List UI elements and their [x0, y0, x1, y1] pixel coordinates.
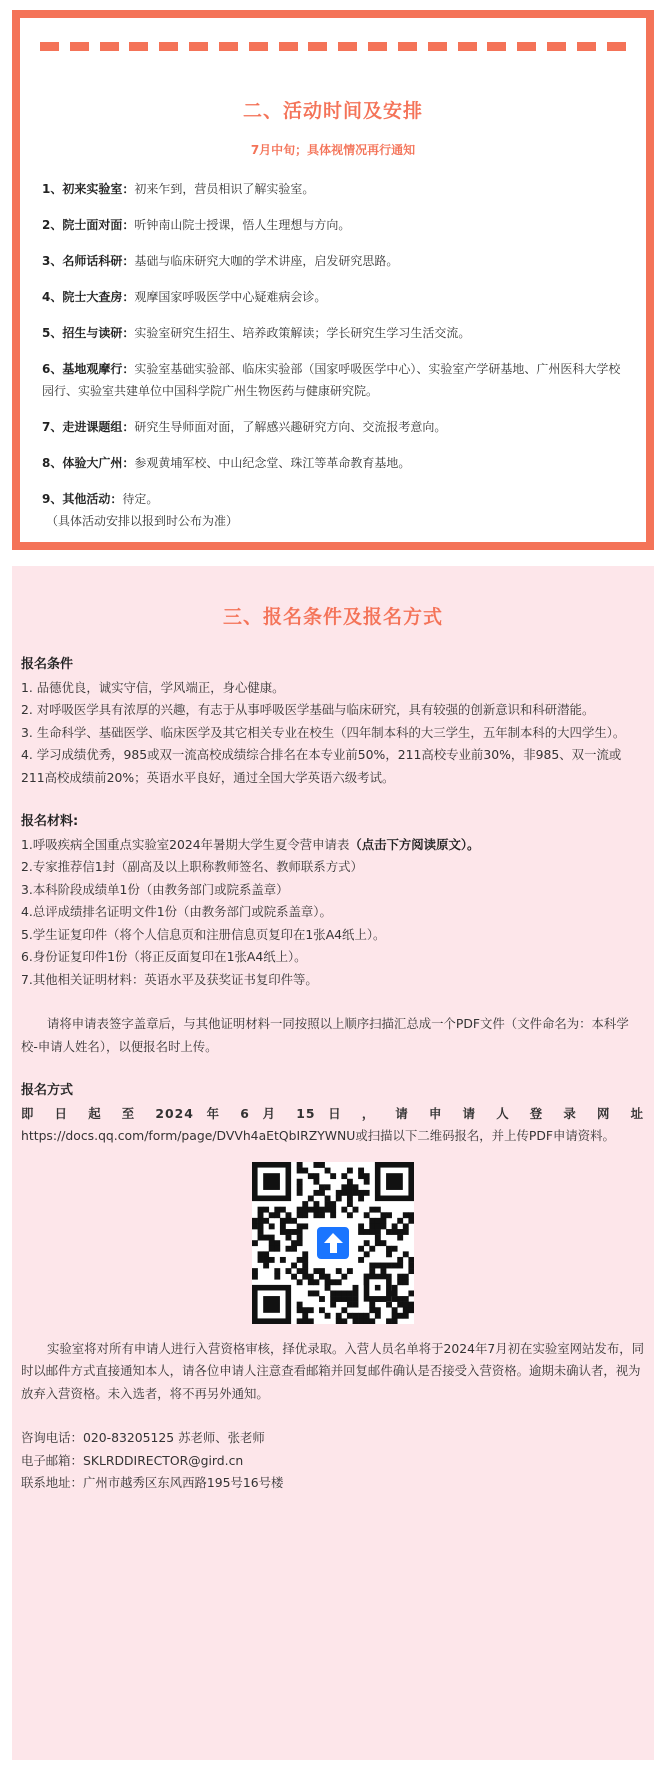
qr-code[interactable] [252, 1162, 414, 1324]
method-heading: 报名方式 [21, 1083, 74, 1098]
activity-note: （具体活动安排以报到时公布为准） [46, 514, 239, 528]
condition-item: 3. 生命科学、基础医学、临床医学及其它相关专业在校生（四年制本科的大三学生，五年制本科的大四学生）。 [21, 724, 626, 740]
condition-item: 1. 品德优良，诚实守信，学风端正，身心健康。 [21, 679, 285, 695]
registration-panel [12, 566, 654, 1760]
section2-subtitle: 7月中旬；具体视情况再行通知 [250, 143, 416, 157]
dashed-divider [40, 42, 626, 51]
registration-url[interactable]: https://docs.qq.com/form/page/DVVh4aEtQbIRZYWNU或扫描以下二维码报名，并上传PDF申请资料。 [21, 1128, 615, 1143]
tencent-docs-logo-icon [314, 1224, 352, 1262]
section3-title: 三、报名条件及报名方式 [222, 606, 443, 628]
material-item: 7.其他相关证明材料：英语水平及获奖证书复印件等。 [21, 971, 318, 987]
activity-schedule-box [12, 10, 654, 550]
activity-item: 8、体验大广州：参观黄埔军校、中山纪念堂、珠江等革命教育基地。 [42, 456, 411, 470]
activity-item: 6、基地观摩行：实验室基础实验部、临床实验部（国家呼吸医学中心）、实验室产学研基地、广州医科大学校园行、实验室共建单位中国科学院广州生物医药与健康研究院。 [42, 362, 621, 398]
activity-item: 7、走进课题组：研究生导师面对面，了解感兴趣研究方向、交流报考意向。 [42, 420, 447, 434]
activity-item: 3、名师话科研：基础与临床研究大咖的学术讲座，启发研究思路。 [42, 254, 399, 268]
material-item: 4.总评成绩排名证明文件1份（由教务部门或院系盖章）。 [21, 904, 332, 919]
materials-instruction: 请将申请表签字盖章后，与其他证明材料一同按照以上顺序扫描汇总成一个PDF文件（文件命名为：本科学校-申请人姓名），以便报名时上传。 [21, 1016, 629, 1054]
admission-notice: 实验室将对所有申请人进行入营资格审核，择优录取。入营人员名单将于2024年7月初在实验室网站发布，同时以邮件方式直接通知本人，请各位申请人注意查看邮箱并回复邮件确认是否接受入营资格。逾期未确认者，视为放弃入营资格。未入选者，将不再另外通知。 [21, 1340, 644, 1401]
read-original-hint: （点击下方阅读原文）。 [349, 836, 480, 852]
materials-heading: 报名材料: [21, 814, 79, 829]
material-item: 2.专家推荐信1封（副高及以上职称教师签名、教师联系方式） [21, 859, 363, 874]
material-item: 6.身份证复印件1份（将正反面复印在1张A4纸上）。 [21, 949, 307, 964]
deadline-line: 即 日 起 至 2024 年 6 月 15 日 ， 请 申 请 人 登 录 网 址 [21, 1105, 644, 1121]
material-item: 1.呼吸疾病全国重点实验室2024年暑期大学生夏令营申请表（点击下方阅读原文）。 [21, 836, 480, 852]
contact-phone: 咨询电话：020-83205125 苏老师、张老师 [21, 1430, 265, 1445]
contact-address: 联系地址：广州市越秀区东风西路195号16号楼 [21, 1475, 284, 1490]
section2-title: 二、活动时间及安排 [242, 100, 423, 122]
condition-item: 4. 学习成绩优秀，985或双一流高校成绩综合排名在本专业前50%，211高校专业前30%，非985、双一流或211高校成绩前20%；英语水平良好，通过全国大学英语六级考试。 [21, 747, 622, 785]
activity-list [42, 178, 632, 532]
activity-item: 5、招生与读研：实验室研究生招生、培养政策解读；学长研究生学习生活交流。 [42, 326, 471, 340]
activity-item: 4、院士大查房：观摩国家呼吸医学中心疑难病会诊。 [42, 290, 327, 304]
material-item: 5.学生证复印件（将个人信息页和注册信息页复印在1张A4纸上）。 [21, 926, 386, 942]
activity-item: 9、其他活动：待定。 [42, 492, 159, 506]
activity-item: 2、院士面对面：听钟南山院士授课，悟人生理想与方向。 [42, 218, 351, 232]
condition-item: 2. 对呼吸医学具有浓厚的兴趣，有志于从事呼吸医学基础与临床研究，具有较强的创新意识和科研潜能。 [21, 702, 595, 717]
registration-body [21, 654, 644, 1495]
activity-item: 1、初来实验室：初来乍到，营员相识了解实验室。 [42, 182, 315, 196]
material-item: 3.本科阶段成绩单1份（由教务部门或院系盖章） [21, 881, 289, 897]
contact-email[interactable]: 电子邮箱：SKLRDDIRECTOR@gird.cn [21, 1452, 244, 1468]
conditions-heading: 报名条件 [21, 657, 74, 672]
